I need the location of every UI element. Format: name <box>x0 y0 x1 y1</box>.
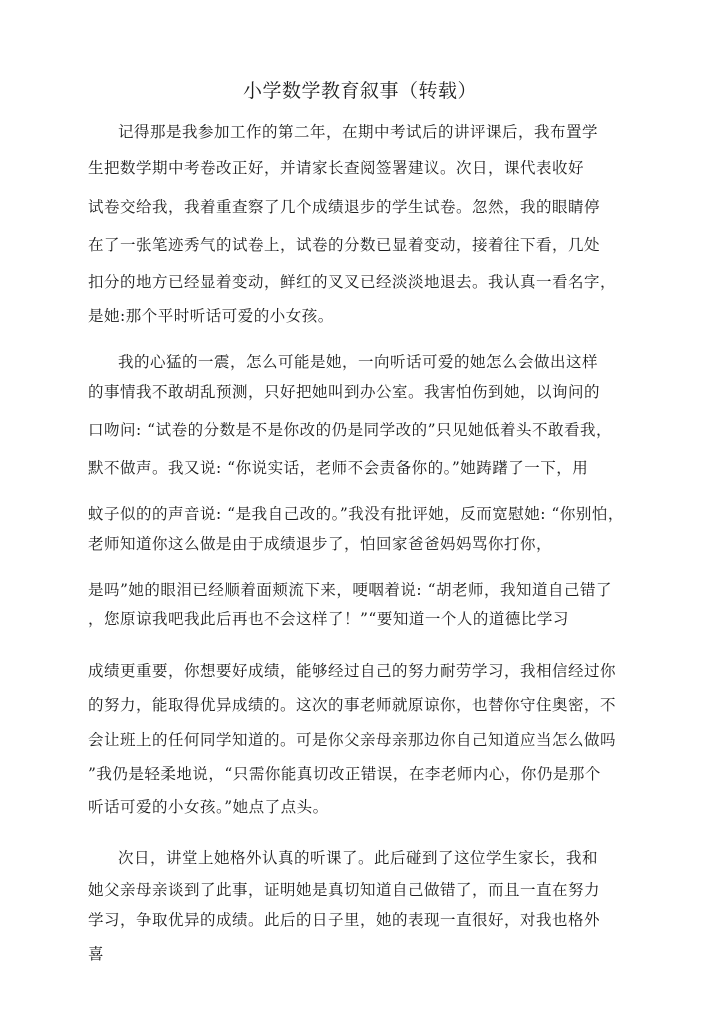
text-line: 记得那是我参加工作的第二年，在期中考试后的讲评课后，我布置学 <box>118 123 599 141</box>
text-line: 她父亲母亲谈到了此事，证明她是真切知道自己做错了，而且一直在努力 <box>88 881 601 899</box>
text-line: 默不做声。我又说: “你说实话，老师不会责备你的。”她踌躇了一下，用 <box>88 459 589 477</box>
text-line: 老师知道你这么做是由于成绩退步了，怕回家爸爸妈妈骂你打你， <box>88 535 553 553</box>
text-line: 扣分的地方已经显着变动，鲜红的叉叉已经淡淡地退去。我认真一看名字， <box>88 273 617 291</box>
text-line: 喜 <box>88 945 105 963</box>
text-line: 试卷交给我，我着重查察了几个成绩退步的学生试卷。忽然，我的眼睛停 <box>88 198 601 216</box>
text-line: 学习，争取优异的成绩。此后的日子里，她的表现一直很好，对我也格外 <box>88 911 601 929</box>
text-line: ”我仍是轻柔地说，“只需你能真切改正错误，在李老师内心，你仍是那个 <box>88 765 601 783</box>
document-title: 小学数学教育叙事（转载） <box>242 80 477 102</box>
text-line: 的事情我不敢胡乱预测，只好把她叫到办公室。我害怕伤到她，以询问的 <box>88 383 601 401</box>
text-line: ，您原谅我吧我此后再也不会这样了！”“要知道一个人的道德比学习 <box>88 610 569 628</box>
text-line: 我的心猛的一震，怎么可能是她，一向听话可爱的她怎么会做出这样 <box>118 353 599 371</box>
text-line: 蚊子似的的声音说: “是我自己改的。”我没有批评她，反而宽慰她: “你别怕， <box>88 505 624 523</box>
text-line: 是她:那个平时听话可爱的小女孩。 <box>88 307 334 325</box>
text-line: 在了一张笔迹秀气的试卷上，试卷的分数已显着变动，接着往下看，几处 <box>88 236 601 254</box>
text-line: 成绩更重要，你想要好成绩，能够经过自己的努力耐劳学习，我相信经过你 <box>88 662 617 680</box>
text-line: 口吻问: “试卷的分数是不是你改的仍是同学改的”只见她低着头不敢看我， <box>88 421 612 439</box>
text-line: 的努力，能取得优异成绩的。这次的事老师就原谅你，也替你守住奥密，不 <box>88 696 617 714</box>
text-line: 是吗”她的眼泪已经顺着面颊流下来，哽咽着说: “胡老师，我知道自己错了 <box>88 581 612 599</box>
text-line: 会让班上的任何同学知道的。可是你父亲母亲那边你自己知道应当怎么做吗 <box>88 731 617 749</box>
text-line: 次日，讲堂上她格外认真的听课了。此后碰到了这位学生家长，我和 <box>118 849 599 867</box>
text-line: 生把数学期中考卷改正好，并请家长查阅签署建议。次日，课代表收好 <box>88 159 585 177</box>
text-line: 听话可爱的小女孩。”她点了点头。 <box>88 798 329 816</box>
